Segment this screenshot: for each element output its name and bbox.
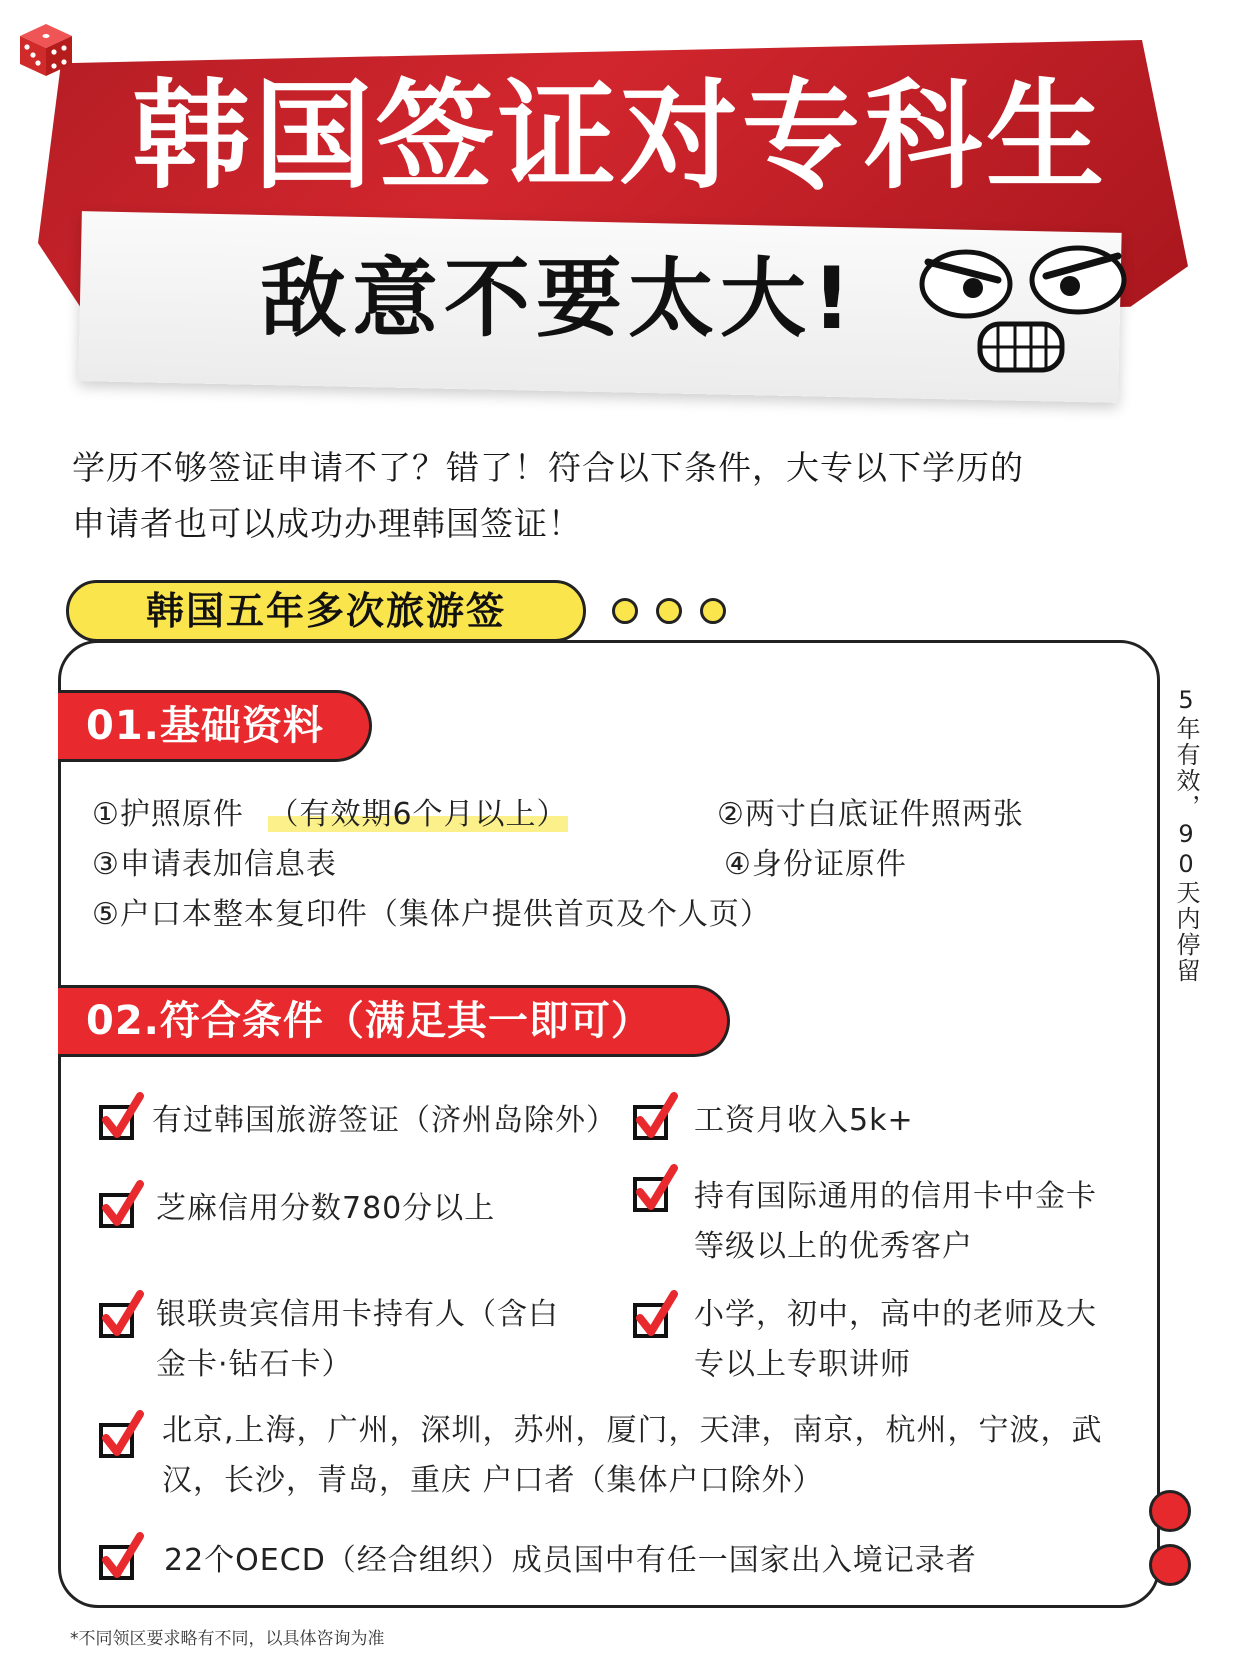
condition-city-line-1: 北京,上海，广州，深圳，苏州，厦门，天津，南京，杭州，宁波，武 — [162, 1413, 1103, 1448]
checkmark-icon — [98, 1180, 144, 1230]
section-title-basic-docs: 01.基础资料 — [86, 703, 324, 749]
yellow-dot-icon — [612, 598, 638, 624]
checkmark-icon — [632, 1164, 678, 1214]
page-title: 韩国签证对专科生 — [131, 67, 1108, 205]
condition-sesame-credit: 芝麻信用分数780分以上 — [156, 1191, 496, 1226]
condition-teacher-line-2: 专以上专职讲师 — [694, 1347, 911, 1382]
condition-gold-card-line-2: 等级以上的优秀客户 — [694, 1229, 973, 1264]
checkmark-icon — [98, 1092, 144, 1142]
yellow-dot-icon — [700, 598, 726, 624]
checkmark-icon — [98, 1532, 144, 1582]
checkmark-icon — [98, 1290, 144, 1340]
angry-face-icon — [918, 240, 1128, 380]
condition-teacher-line-1: 小学，初中，高中的老师及大 — [694, 1297, 1097, 1332]
condition-city-line-2: 汉，长沙，青岛，重庆 户口者（集体户口除外） — [162, 1463, 824, 1498]
doc-item-id-card: ④身份证原件 — [724, 847, 907, 882]
doc-item-passport — [92, 795, 568, 835]
condition-gold-card-line-1: 持有国际通用的信用卡中金卡 — [694, 1179, 1097, 1214]
condition-korea-visa: 有过韩国旅游签证（济州岛除外） — [152, 1103, 617, 1138]
condition-oecd: 22个OECD（经合组织）成员国中有任一国家出入境记录者 — [164, 1543, 977, 1578]
condition-teacher — [694, 1290, 1097, 1390]
dice-icon — [16, 20, 76, 80]
condition-unionpay-vip — [156, 1290, 559, 1390]
doc-item-passport-note: （有效期6个月以上） — [268, 797, 568, 832]
checkmark-icon — [632, 1290, 678, 1340]
visa-type-label: 韩国五年多次旅游签 — [145, 589, 506, 633]
checkmark-icon — [98, 1410, 144, 1460]
footnote: *不同领区要求略有不同，以具体咨询为准 — [70, 1629, 385, 1649]
condition-unionpay-line-2: 金卡·钻石卡） — [156, 1347, 353, 1382]
section-title-conditions: 02.符合条件（满足其一即可） — [86, 998, 652, 1044]
intro-line-2: 申请者也可以成功办理韩国签证！ — [72, 504, 582, 543]
condition-gold-card — [694, 1172, 1097, 1272]
condition-unionpay-line-1: 银联贵宾信用卡持有人（含白 — [156, 1297, 559, 1332]
intro-line-1: 学历不够签证申请不了？错了！符合以下条件，大专以下学历的 — [72, 448, 1024, 487]
doc-item-photo: ②两寸白底证件照两张 — [717, 797, 1024, 832]
doc-item-form: ③申请表加信息表 — [92, 847, 337, 882]
red-dot-icon — [1149, 1490, 1191, 1532]
intro-text — [72, 440, 1182, 552]
page-subtitle: 敌意不要太大! — [260, 249, 858, 349]
checkmark-icon — [632, 1092, 678, 1142]
yellow-dot-icon — [656, 598, 682, 624]
doc-item-passport-label: ①护照原件 — [92, 797, 244, 832]
validity-note: 5年有效，90天内停留 — [1172, 686, 1200, 984]
doc-item-hukou: ⑤户口本整本复印件（集体户提供首页及个人页） — [92, 897, 771, 932]
condition-city-hukou — [162, 1406, 1132, 1506]
red-dot-icon — [1149, 1544, 1191, 1586]
condition-salary: 工资月收入5k+ — [694, 1103, 914, 1138]
